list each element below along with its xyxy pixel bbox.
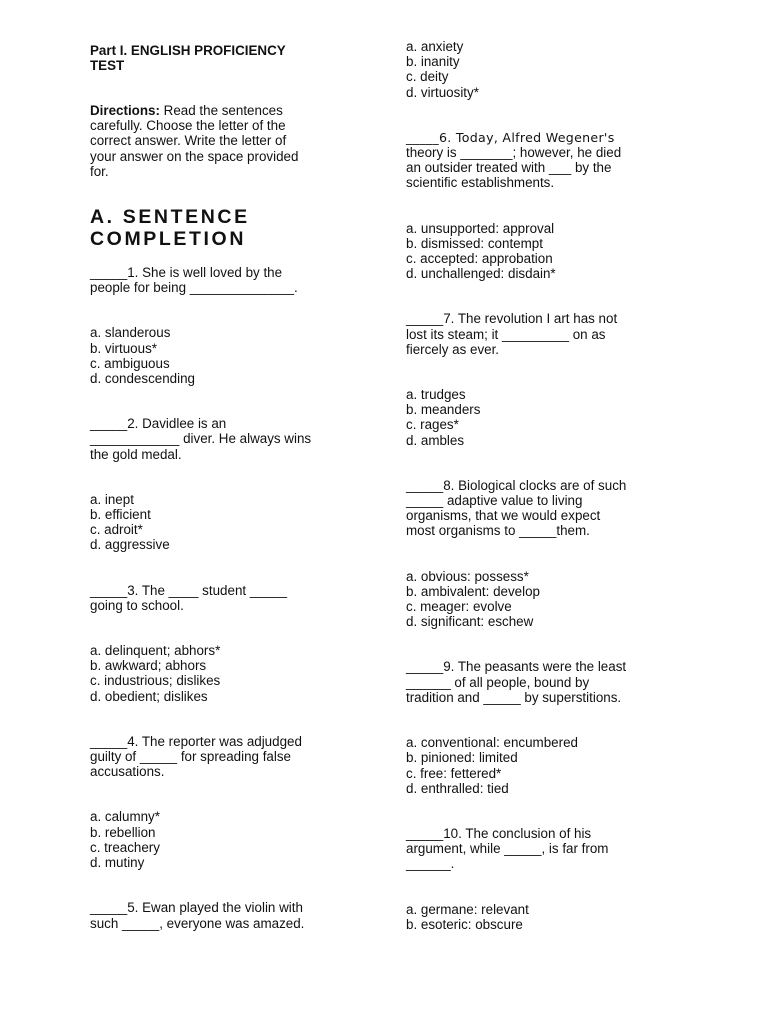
choice-list <box>406 221 686 282</box>
stem-line: scientific establishments. <box>406 175 555 191</box>
title-line: TEST <box>90 58 125 73</box>
choice-item: d. ambles <box>406 432 465 448</box>
stem-line: such _____, everyone was amazed. <box>90 915 305 931</box>
choice-item: a. trudges <box>406 387 466 403</box>
choice-item: d. aggressive <box>90 537 170 553</box>
directions-line: your answer on the space provided <box>90 148 299 164</box>
stem-line: the gold medal. <box>90 446 182 462</box>
choice-list <box>406 735 686 796</box>
stem-line: people for being ______________. <box>90 280 298 296</box>
section-heading <box>90 206 370 250</box>
stem-line: _____ adaptive value to living <box>406 493 583 509</box>
choice-item: d. obedient; dislikes <box>90 688 208 704</box>
choice-item: b. pinioned: limited <box>406 750 518 766</box>
choice-list <box>90 325 370 386</box>
stem-line: ____________ diver. He always wins <box>90 431 312 447</box>
stem-line: lost its steam; it _________ on as <box>406 326 606 342</box>
choice-list <box>406 39 686 100</box>
stem-line: argument, while _____, is far from <box>406 841 609 857</box>
choice-list <box>406 387 686 448</box>
choice-item: a. slanderous <box>90 325 171 341</box>
stem-line: _____2. Davidlee is an <box>90 416 227 432</box>
stem-line: theory is _______; however, he died <box>406 145 622 161</box>
section-heading-line: A. SENTENCE <box>90 206 250 229</box>
choice-list <box>90 809 370 870</box>
choice-item: b. ambivalent: develop <box>406 583 540 599</box>
stem-line: guilty of _____ for spreading false <box>90 749 291 765</box>
choice-item: c. meager: evolve <box>406 599 512 615</box>
stem-line: _____3. The ____ student _____ <box>90 582 288 598</box>
choice-item: b. esoteric: obscure <box>406 916 523 932</box>
choice-item: d. significant: eschew <box>406 614 534 630</box>
stem-line: _____8. Biological clocks are of such <box>406 477 627 493</box>
question-stem <box>90 583 370 613</box>
question-stem <box>406 659 686 705</box>
stem-line: an outsider treated with ___ by the <box>406 160 612 176</box>
choice-item: b. virtuous* <box>90 340 157 356</box>
choice-item: a. inept <box>90 491 134 507</box>
choice-list <box>90 492 370 553</box>
question-stem <box>406 130 686 191</box>
stem-line: ______ of all people, bound by <box>406 674 590 690</box>
question-stem <box>90 416 370 462</box>
right-column <box>406 39 686 932</box>
question-stem <box>406 478 686 539</box>
choice-item: d. virtuosity* <box>406 84 479 100</box>
choice-item: c. deity <box>406 69 449 85</box>
question-stem <box>90 734 370 780</box>
question-stem <box>406 311 686 357</box>
choice-item: a. anxiety <box>406 39 464 54</box>
choice-item: c. adroit* <box>90 522 143 538</box>
choice-item: b. rebellion <box>90 824 156 840</box>
choice-item: b. efficient <box>90 507 151 523</box>
choice-item: a. conventional: encumbered <box>406 735 578 751</box>
directions-label: Directions: <box>90 103 160 118</box>
document-title <box>90 43 370 73</box>
choice-item: b. awkward; abhors <box>90 658 207 674</box>
choice-item: a. calumny* <box>90 809 160 825</box>
stem-line: organisms, that we would expect <box>406 508 601 524</box>
stem-line: accusations. <box>90 764 165 780</box>
choice-item: c. treachery <box>90 839 160 855</box>
choice-item: c. rages* <box>406 417 459 433</box>
stem-line: _____6. Today, Alfred Wegener's <box>406 129 615 145</box>
choice-item: c. free: fettered* <box>406 765 502 781</box>
choice-list <box>406 569 686 630</box>
choice-item: b. inanity <box>406 54 460 70</box>
choice-item: c. industrious; dislikes <box>90 673 221 689</box>
choice-item: a. delinquent; abhors* <box>90 643 221 659</box>
stem-line: _____1. She is well loved by the <box>90 265 283 281</box>
stem-line: tradition and _____ by superstitions. <box>406 689 622 705</box>
question-stem <box>90 900 370 930</box>
choice-item: b. meanders <box>406 402 481 418</box>
choice-item: d. mutiny <box>90 855 145 871</box>
choice-list <box>406 902 686 932</box>
directions <box>90 103 370 179</box>
choice-item: d. enthralled: tied <box>406 780 509 796</box>
choice-item: a. obvious: possess* <box>406 568 529 584</box>
directions-line: for. <box>90 163 109 179</box>
stem-line: most organisms to _____them. <box>406 523 590 539</box>
title-line: Part I. ENGLISH PROFICIENCY <box>90 43 286 58</box>
question-stem <box>406 826 686 872</box>
left-column <box>90 0 370 931</box>
choice-item: a. unsupported: approval <box>406 220 555 236</box>
choice-item: c. ambiguous <box>90 355 170 371</box>
choice-item: d. condescending <box>90 371 195 387</box>
stem-line: _____4. The reporter was adjudged <box>90 733 302 749</box>
choice-item: b. dismissed: contempt <box>406 235 543 251</box>
stem-line: _____7. The revolution I art has not <box>406 311 618 327</box>
stem-line: ______. <box>406 856 455 872</box>
stem-line: fiercely as ever. <box>406 341 500 357</box>
choice-list <box>90 643 370 704</box>
choice-item: a. germane: relevant <box>406 901 529 917</box>
directions-line: correct answer. Write the letter of <box>90 133 287 149</box>
stem-line: _____5. Ewan played the violin with <box>90 900 303 916</box>
stem-line: _____10. The conclusion of his <box>406 825 592 841</box>
choice-item: c. accepted: approbation <box>406 251 553 267</box>
stem-line: going to school. <box>90 597 184 613</box>
directions-line: Read the sentences <box>159 103 283 118</box>
section-heading-line: COMPLETION <box>90 228 246 251</box>
choice-item: d. unchallenged: disdain* <box>406 266 556 282</box>
directions-line: carefully. Choose the letter of the <box>90 118 286 134</box>
stem-line: _____9. The peasants were the least <box>406 659 627 675</box>
question-stem <box>90 265 370 295</box>
